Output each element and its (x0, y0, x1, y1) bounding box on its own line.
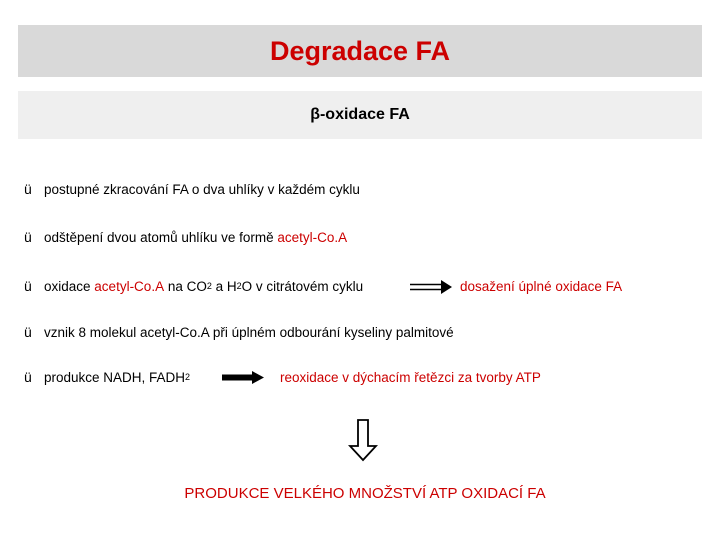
bullet-2-text: odštěpení dvou atomů uhlíku ve formě (44, 229, 278, 245)
right-arrow-icon (410, 280, 452, 294)
down-arrow-icon (348, 418, 378, 462)
subtitle-bar (18, 91, 702, 139)
checkmark-icon: ü (24, 324, 32, 340)
bullet-4 (24, 321, 454, 343)
bullet-5-text: produkce NADH, FADH (44, 369, 186, 385)
section-title: β-oxidace FA (310, 106, 410, 123)
bullet-5-result (280, 366, 541, 388)
checkmark-icon: ü (24, 229, 32, 245)
bullet-1-text: postupné zkracování FA o dva uhlíky v každém cyklu (44, 181, 360, 197)
checkmark-icon: ü (24, 278, 32, 294)
conclusion-text: PRODUKCE VELKÉHO MNOŽSTVÍ ATP OXIDACÍ FA (184, 485, 546, 502)
bullet-5-result-text: reoxidace v dýchacím řetězci za tvorby ATP (280, 369, 541, 385)
title-bar (18, 25, 702, 77)
bullet-3-text-d: O v citrátovém cyklu (241, 278, 364, 294)
bullet-5-sub-fadh2: 2 (185, 372, 191, 382)
bullet-3 (24, 275, 363, 297)
bullet-3-result-text: dosažení úplné oxidace FA (460, 278, 623, 294)
bullet-3-highlight: acetyl-Co.A (94, 278, 165, 294)
bullet-3-text-b: na CO (164, 278, 207, 294)
bullet-1 (24, 178, 360, 200)
bullet-4-text: vznik 8 molekul acetyl-Co.A při úplném odbourání kyseliny palmitové (44, 324, 454, 340)
bullet-3-text-a: oxidace (44, 278, 95, 294)
bullet-2-highlight: acetyl-Co.A (277, 229, 348, 245)
checkmark-icon: ü (24, 369, 32, 385)
bullet-3-text-c: a H (211, 278, 237, 294)
bullet-3-sub-co2: 2 (206, 281, 212, 291)
checkmark-icon: ü (24, 181, 32, 197)
bullet-5 (24, 366, 190, 388)
bullet-3-sub-h2o: 2 (236, 281, 242, 291)
right-arrow-icon (222, 371, 264, 384)
bullet-3-result (460, 275, 622, 297)
page-title: Degradace FA (269, 35, 451, 66)
bullet-2 (24, 226, 347, 248)
